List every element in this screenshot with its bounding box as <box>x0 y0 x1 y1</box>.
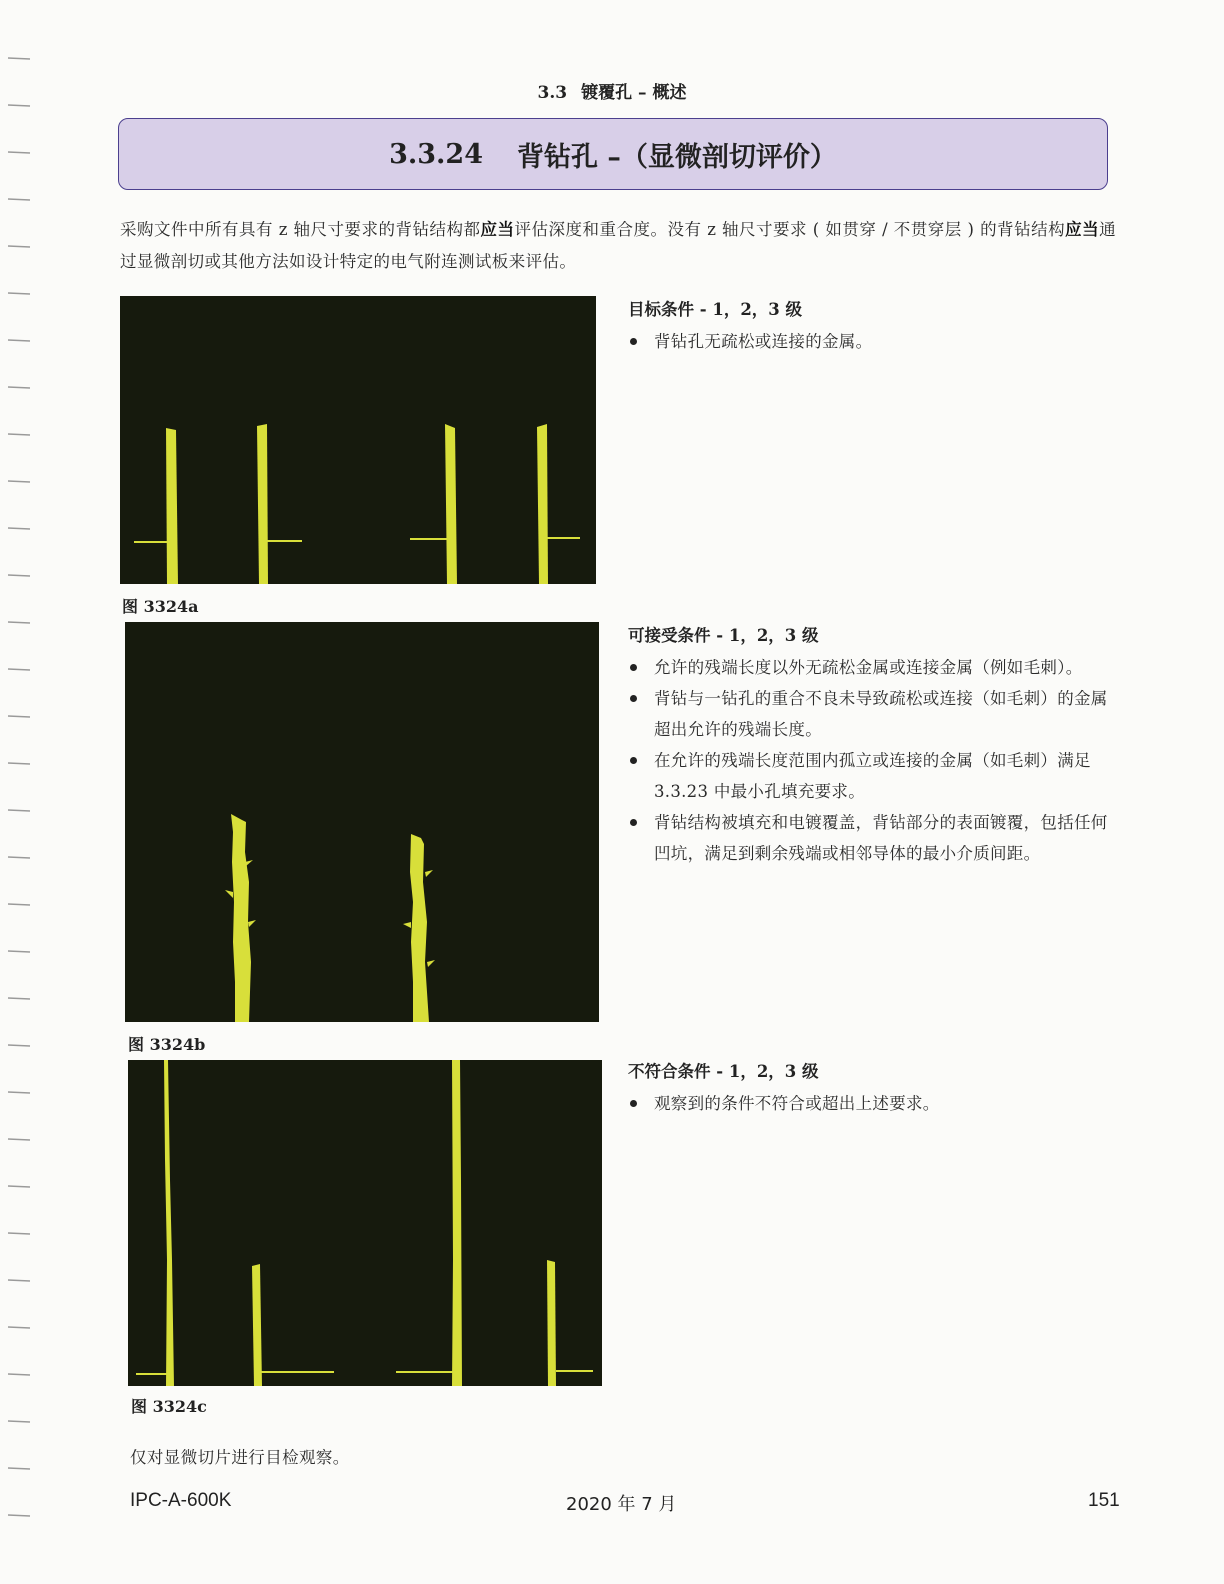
binding-tick <box>8 434 30 435</box>
binding-tick <box>8 810 30 811</box>
binding-tick <box>8 763 30 764</box>
nonconforming-condition-list <box>628 1088 1118 1119</box>
binding-tick <box>8 1280 30 1281</box>
binding-tick <box>8 857 30 858</box>
figure-caption: 图 3324a <box>122 597 199 616</box>
binding-tick <box>8 1327 30 1328</box>
nonconforming-condition <box>628 1058 1118 1119</box>
binding-tick <box>8 152 30 153</box>
condition-item: 在允许的残端长度范围内孤立或连接的金属（如毛刺）满足 3.3.23 中最小孔填充要求。 <box>628 745 1118 807</box>
section-number: 3.3 <box>537 83 568 103</box>
figure-3324b-photo <box>125 622 599 1022</box>
footer-doc: IPC-A-600K <box>130 1490 232 1511</box>
intro-text: 通过显微剖切或其他方法如设计特定的电气附连测试板来评估。 <box>120 220 1116 271</box>
acceptable-condition-list <box>628 652 1118 869</box>
binding-tick <box>8 105 30 106</box>
binding-tick <box>8 1468 30 1469</box>
binding-tick <box>8 246 30 247</box>
figure-caption: 图 3324c <box>131 1397 207 1416</box>
binding-tick <box>8 1233 30 1234</box>
binding-marks <box>0 0 40 1584</box>
intro-paragraph <box>120 214 1116 278</box>
acceptable-condition-heading: 可接受条件 - 1，2，3 级 <box>628 626 819 645</box>
binding-tick <box>8 58 30 59</box>
binding-tick <box>8 575 30 576</box>
binding-tick <box>8 1421 30 1422</box>
target-condition <box>628 296 1118 357</box>
binding-tick <box>8 1186 30 1187</box>
intro-text: 采购文件中所有具有 z 轴尺寸要求的背钻结构都 <box>120 220 481 239</box>
condition-item: 背钻与一钻孔的重合不良未导致疏松或连接（如毛刺）的金属超出允许的残端长度。 <box>628 683 1118 745</box>
binding-tick <box>8 622 30 623</box>
intro-emphasis: 应当 <box>480 220 515 239</box>
condition-item: 允许的残端长度以外无疏松金属或连接金属（例如毛刺）。 <box>628 652 1118 683</box>
binding-tick <box>8 340 30 341</box>
binding-tick <box>8 481 30 482</box>
page-title <box>118 118 1108 190</box>
binding-tick <box>8 528 30 529</box>
binding-tick <box>8 387 30 388</box>
intro-emphasis: 应当 <box>1065 220 1100 239</box>
footer-page-number: 151 <box>1088 1490 1120 1511</box>
figure-3324c-photo <box>128 1060 602 1386</box>
binding-tick <box>8 1092 30 1093</box>
binding-tick <box>8 998 30 999</box>
target-condition-heading: 目标条件 - 1，2，3 级 <box>628 300 803 319</box>
condition-item: 背钻孔无疏松或连接的金属。 <box>628 326 1118 357</box>
note-text: 仅对显微切片进行目检观察。 <box>130 1448 350 1467</box>
intro-text: 评估深度和重合度。没有 z 轴尺寸要求 ( 如贯穿 / 不贯穿层 ) 的背钻结构 <box>514 220 1066 239</box>
binding-tick <box>8 716 30 717</box>
section-header <box>0 78 1224 103</box>
binding-tick <box>8 1045 30 1046</box>
acceptable-condition <box>628 622 1118 869</box>
title-number: 3.3.24 <box>389 138 484 170</box>
condition-item: 背钻结构被填充和电镀覆盖，背钻部分的表面镀覆，包括任何凹坑，满足到剩余残端或相邻导体的最小介质间距。 <box>628 807 1118 869</box>
binding-tick <box>8 1515 30 1516</box>
figure-3324a-photo <box>120 296 596 584</box>
binding-tick <box>8 904 30 905</box>
title-text: 背钻孔 –（显微剖切评价） <box>517 141 837 173</box>
nonconforming-condition-heading: 不符合条件 - 1，2，3 级 <box>628 1062 819 1081</box>
figure-caption: 图 3324b <box>128 1035 206 1054</box>
binding-tick <box>8 293 30 294</box>
footer-date: 2020 年 7 月 <box>566 1494 677 1515</box>
target-condition-list <box>628 326 1118 357</box>
binding-tick <box>8 669 30 670</box>
section-title: 镀覆孔 – 概述 <box>581 83 687 103</box>
binding-tick <box>8 1374 30 1375</box>
binding-tick <box>8 199 30 200</box>
binding-tick <box>8 951 30 952</box>
binding-tick <box>8 1139 30 1140</box>
condition-item: 观察到的条件不符合或超出上述要求。 <box>628 1088 1118 1119</box>
